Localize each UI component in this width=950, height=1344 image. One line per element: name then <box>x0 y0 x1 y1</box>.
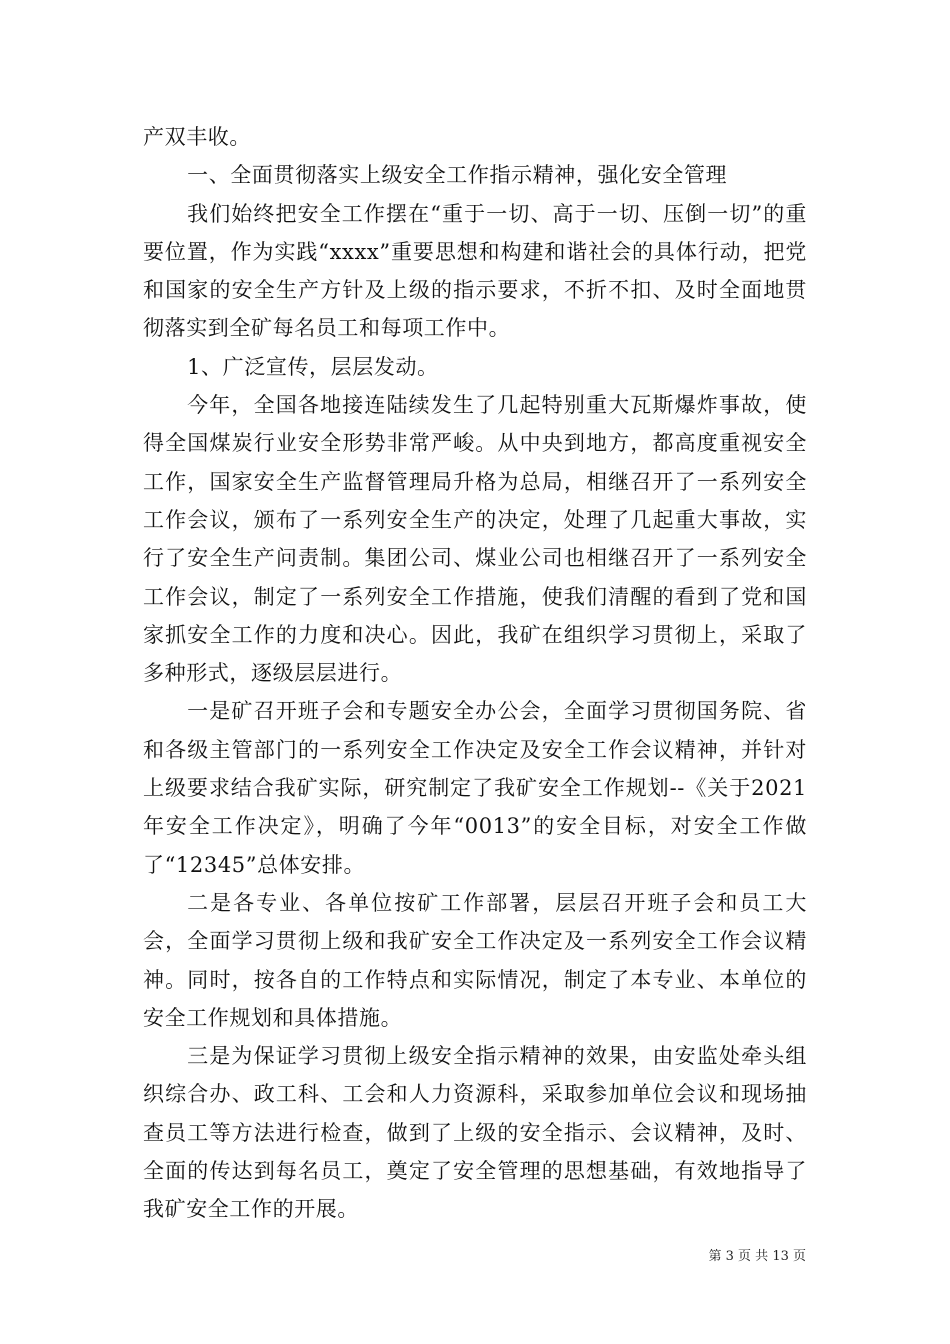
document-body <box>143 118 807 1229</box>
paragraph: 三是为保证学习贯彻上级安全指示精神的效果，由安监处牵头组织综合办、政工科、工会和人力资源科，采取参加单位会议和现场抽查员工等方法进行检查，做到了上级的安全指示、会议精神，及时、全面的传达到每名员工，奠定了安全管理的思想基础，有效地指导了我矿安全工作的开展。 <box>143 1044 807 1222</box>
paragraph: 一是矿召开班子会和专题安全办公会，全面学习贯彻国务院、省和各级主管部门的一系列安全工作决定及安全工作会议精神，并针对上级要求结合我矿实际，研究制定了我矿安全工作规划--《关于2021年安全工作决定》，明确了今年“0013”的安全目标，对安全工作做了“12345”总体安排。 <box>143 699 807 877</box>
paragraph: 二是各专业、各单位按矿工作部署，层层召开班子会和员工大会，全面学习贯彻上级和我矿安全工作决定及一系列安全工作会议精神。同时，按各自的工作特点和实际情况，制定了本专业、本单位的安全工作规划和具体措施。 <box>143 890 807 1030</box>
page-number: 第 3 页 共 13 页 <box>708 1249 806 1264</box>
paragraph: 今年，全国各地接连陆续发生了几起特别重大瓦斯爆炸事故，使得全国煤炭行业安全形势非常严峻。从中央到地方，都高度重视安全工作，国家安全生产监督管理局升格为总局，相继召开了一系列安全工作会议，颁布了一系列安全生产的决定，处理了几起重大事故，实行了安全生产问责制。集团公司、煤业公司也相继召开了一系列安全工作会议，制定了一系列安全工作措施，使我们清醒的看到了党和国家抓安全工作的力度和决心。因此，我矿在组织学习贯彻上，采取了多种形式，逐级层层进行。 <box>143 393 807 686</box>
subsection-heading: 1、广泛宣传，层层发动。 <box>187 354 439 379</box>
paragraph-continuation: 产双丰收。 <box>143 125 251 149</box>
section-heading: 一、全面贯彻落实上级安全工作指示精神，强化安全管理 <box>187 163 728 188</box>
paragraph: 我们始终把安全工作摆在“重于一切、高于一切、压倒一切”的重要位置，作为实践“xxxx”重要思想和构建和谐社会的具体行动，把党和国家的安全生产方针及上级的指示要求，不折不扣、及时全面地贯彻落实到全矿每名员工和每项工作中。 <box>143 201 807 341</box>
